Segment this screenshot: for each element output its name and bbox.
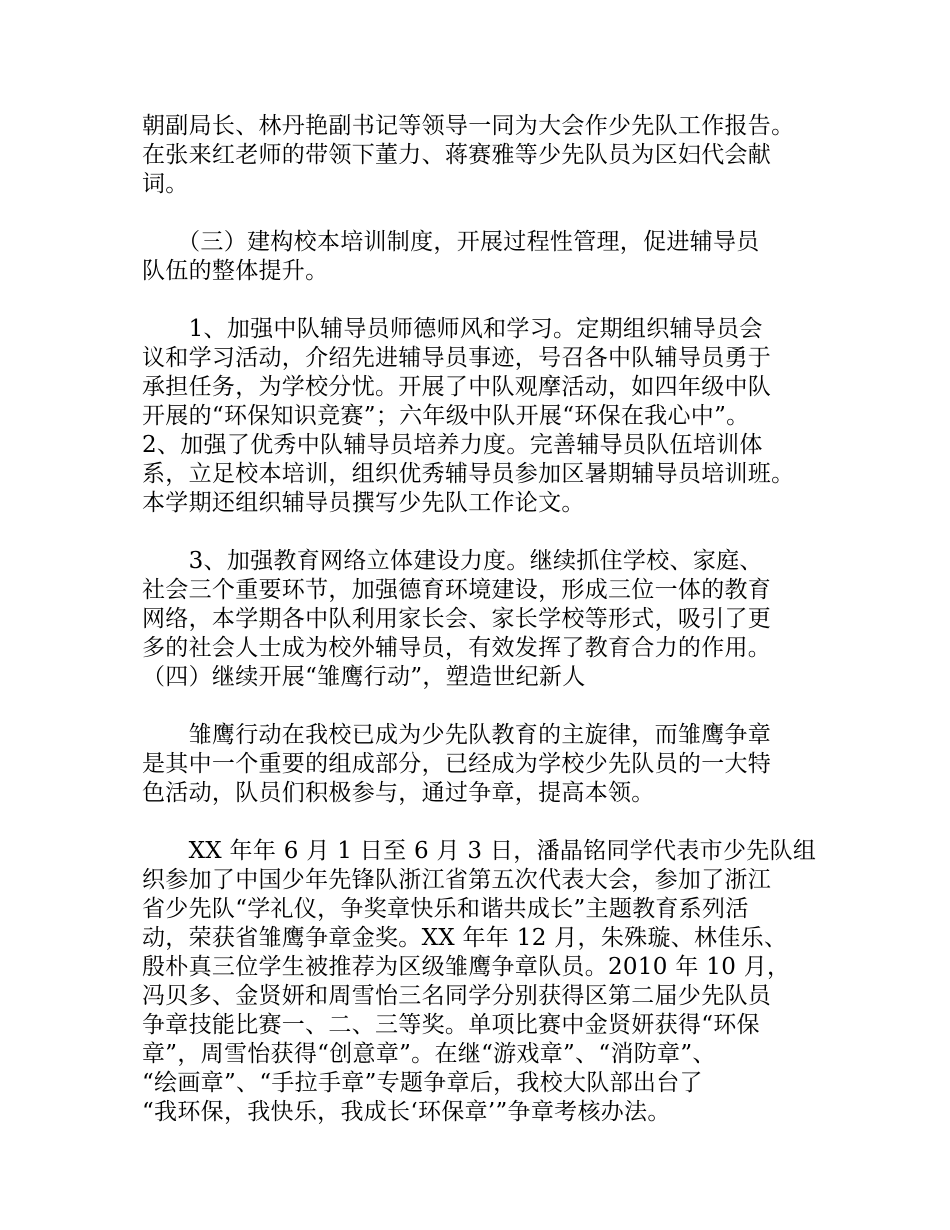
text-line: 开展的“环保知识竞赛”；六年级中队开展“环保在我心中”。: [142, 403, 750, 429]
text-line: 朝副局长、林丹艳副书记等领导一同为大会作少先队工作报告。: [142, 113, 795, 139]
text-line: 词。: [142, 171, 189, 197]
paragraph-gap: [142, 518, 842, 547]
paragraph-gap: [142, 808, 842, 837]
document-page: [142, 112, 842, 1127]
paragraph-gap: [142, 199, 842, 228]
text-line: （四）继续开展“雏鹰行动”，塑造世纪新人: [142, 664, 586, 690]
text-line: 雏鹰行动在我校已成为少先队教育的主旋律，而雏鹰争章: [142, 722, 772, 748]
text-line: 争章技能比赛一、二、三等奖。单项比赛中金贤妍获得“环保: [142, 1012, 760, 1038]
text-line: 3、加强教育网络立体建设力度。继续抓住学校、家庭、: [142, 548, 763, 574]
text-line: “绘画章”、“手拉手章”专题争章后，我校大队部出台了: [142, 1070, 703, 1096]
text-line: 本学期还组织辅导员撰写少先队工作论文。: [142, 490, 585, 516]
text-line: 殷朴真三位学生被推荐为区级雏鹰争章队员。2010 年 10 月，: [142, 954, 791, 980]
text-line: （三）建构校本培训制度，开展过程性管理，促进辅导员: [142, 229, 760, 255]
text-line: 省少先队“学礼仪，争奖章快乐和谐共成长”主题教育系列活: [142, 896, 749, 922]
text-line: 2、加强了优秀中队辅导员培养力度。完善辅导员队伍培训体: [142, 432, 763, 458]
text-line: 网络，本学期各中队利用家长会、家长学校等形式，吸引了更: [142, 606, 772, 632]
text-line: 1、加强中队辅导员师德师风和学习。定期组织辅导员会: [142, 316, 763, 342]
text-line: 织参加了中国少年先锋队浙江省第五次代表大会，参加了浙江: [142, 867, 772, 893]
text-line: 队伍的整体提升。: [142, 258, 329, 284]
text-line: 多的社会人士成为校外辅导员，有效发挥了教育合力的作用。: [142, 635, 772, 661]
text-line: 章”，周雪怡获得“创意章”。在继“游戏章”、“消防章”、: [142, 1041, 716, 1067]
text-line: XX 年年 6 月 1 日至 6 月 3 日，潘晶铭同学代表市少先队组: [142, 838, 817, 864]
text-line: 议和学习活动，介绍先进辅导员事迹，号召各中队辅导员勇于: [142, 345, 772, 371]
paragraph-gap: [142, 286, 842, 315]
text-line: 冯贝多、金贤妍和周雪怡三名同学分别获得区第二届少先队员: [142, 983, 772, 1009]
text-line: 承担任务，为学校分忧。开展了中队观摩活动，如四年级中队: [142, 374, 772, 400]
text-line: 是其中一个重要的组成部分，已经成为学校少先队员的一大特: [142, 751, 772, 777]
paragraph-gap: [142, 692, 842, 721]
text-line: 系，立足校本培训，组织优秀辅导员参加区暑期辅导员培训班。: [142, 461, 795, 487]
text-line: “我环保，我快乐，我成长‘环保章’”争章考核办法。: [142, 1099, 671, 1125]
text-line: 色活动，队员们积极参与，通过争章，提高本领。: [142, 780, 655, 806]
text-line: 在张来红老师的带领下董力、蒋赛雅等少先队员为区妇代会献: [142, 142, 772, 168]
text-line: 动，荣获省雏鹰争章金奖。XX 年年 12 月，朱殊璇、林佳乐、: [142, 925, 788, 951]
text-line: 社会三个重要环节，加强德育环境建设，形成三位一体的教育: [142, 577, 772, 603]
